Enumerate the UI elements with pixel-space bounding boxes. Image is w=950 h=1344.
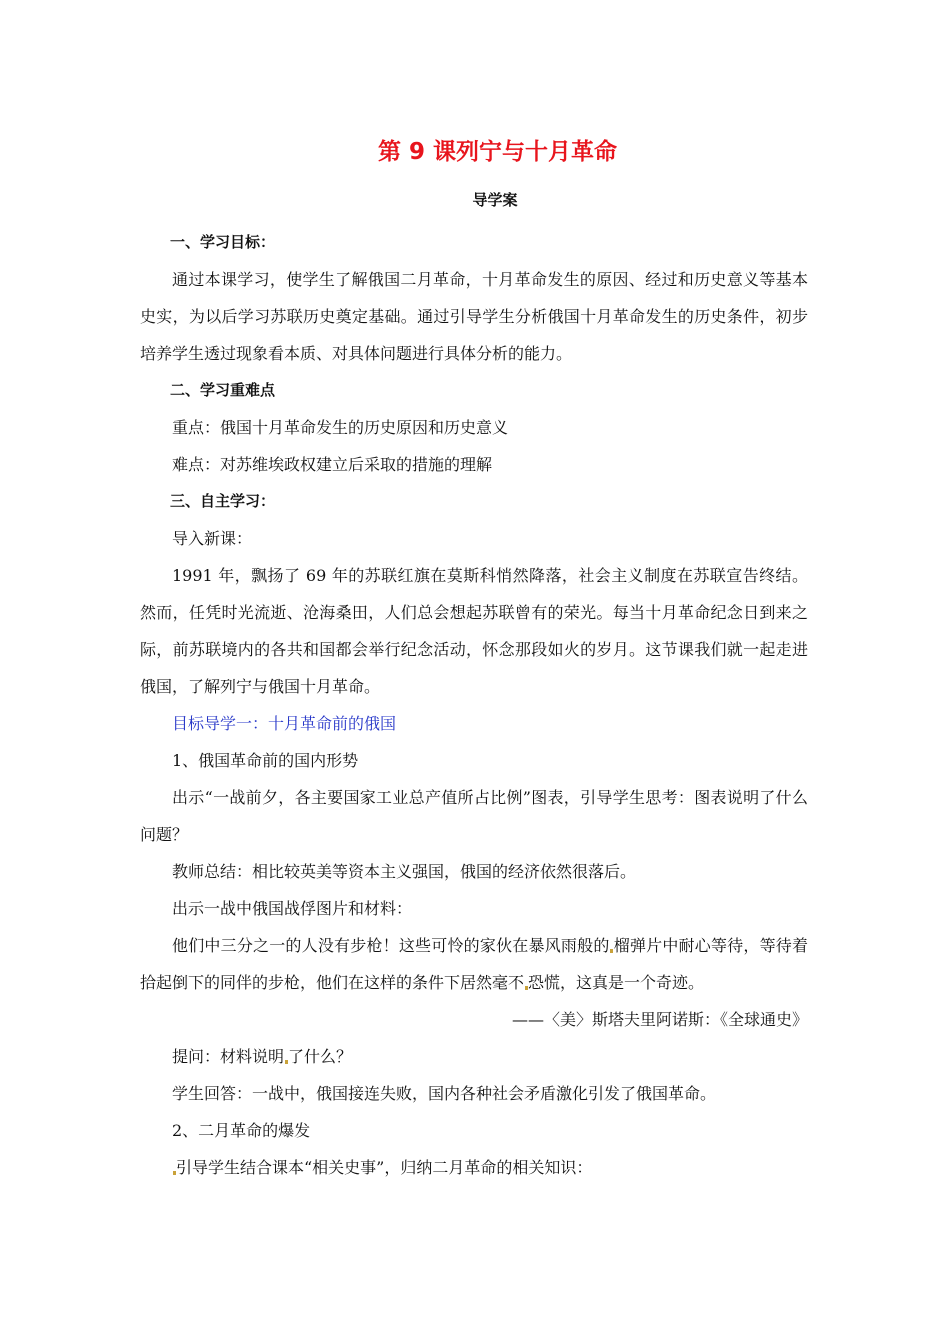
question-text-a: 提问：材料说明 bbox=[172, 1047, 285, 1066]
quote-text-c: 恐慌，这真是一个奇迹。 bbox=[528, 973, 705, 992]
document-subtitle: 导学案 bbox=[472, 191, 518, 209]
quote-source: ——〈美〉斯塔夫里阿诺斯：《全球通史》 bbox=[511, 1010, 808, 1029]
quote-text-b: 榴弹片中耐心等待，等待着拾起倒下的同伴的步枪，他们在这样的条件下居然毫不 bbox=[140, 936, 808, 992]
question-text-b: 了什么？ bbox=[288, 1047, 353, 1066]
quote-paragraph bbox=[140, 927, 808, 1001]
show-chart-paragraph: 出示“一战前夕，各主要国家工业总产值所占比例”图表，引导学生思考：图表说明了什么问题？ bbox=[140, 788, 808, 844]
quote-text-a: 他们中三分之一的人没有步枪！这些可怜的家伙在暴风雨般的 bbox=[172, 936, 610, 955]
document-body bbox=[140, 224, 808, 1186]
guide-line bbox=[140, 1149, 808, 1186]
objectives-paragraph: 通过本课学习，使学生了解俄国二月革命，十月革命发生的原因、经过和历史意义等基本史实，为以后学习苏联历史奠定基础。通过引导学生分析俄国十月革命发生的历史条件，初步培养学生透过现象看本质、对具体问题进行具体分析的能力。 bbox=[140, 270, 808, 363]
show-material-line: 出示一战中俄国战俘图片和材料： bbox=[172, 899, 413, 918]
point-heading-2: 2、二月革命的爆发 bbox=[172, 1121, 311, 1140]
intro-label: 导入新课： bbox=[172, 529, 253, 548]
point-heading-1: 1、俄国革命前的国内形势 bbox=[172, 751, 359, 770]
question-line bbox=[140, 1038, 808, 1075]
teacher-summary: 教师总结：相比较英美等资本主义强国，俄国的经济依然很落后。 bbox=[172, 862, 637, 881]
goal-heading-1: 目标导学一：十月革命前的俄国 bbox=[172, 714, 397, 733]
guide-text: 引导学生结合课本“相关史事”，归纳二月革命的相关知识： bbox=[176, 1158, 593, 1177]
difficult-point: 难点：对苏维埃政权建立后采取的措施的理解 bbox=[172, 455, 493, 474]
student-answer: 学生回答：一战中，俄国接连失败，国内各种社会矛盾激化引发了俄国革命。 bbox=[172, 1084, 717, 1103]
lesson-title: 第 9 课列宁与十月革命 bbox=[377, 139, 618, 165]
section-heading-self-study: 三、自主学习： bbox=[170, 492, 276, 510]
key-point: 重点：俄国十月革命发生的历史原因和历史意义 bbox=[172, 418, 509, 437]
section-heading-key-points: 二、学习重难点 bbox=[170, 381, 276, 399]
intro-paragraph: 1991 年，飘扬了 69 年的苏联红旗在莫斯科悄然降落，社会主义制度在苏联宣告终结。然而，任凭时光流逝、沧海桑田，人们总会想起苏联曾有的荣光。每当十月革命纪念日到来之际，前苏联境内的各共和国都会举行纪念活动，怀念那段如火的岁月。这节课我们就一起走进俄国，了解列宁与俄国十月革命。 bbox=[140, 566, 808, 696]
section-heading-objectives: 一、学习目标： bbox=[170, 233, 276, 251]
